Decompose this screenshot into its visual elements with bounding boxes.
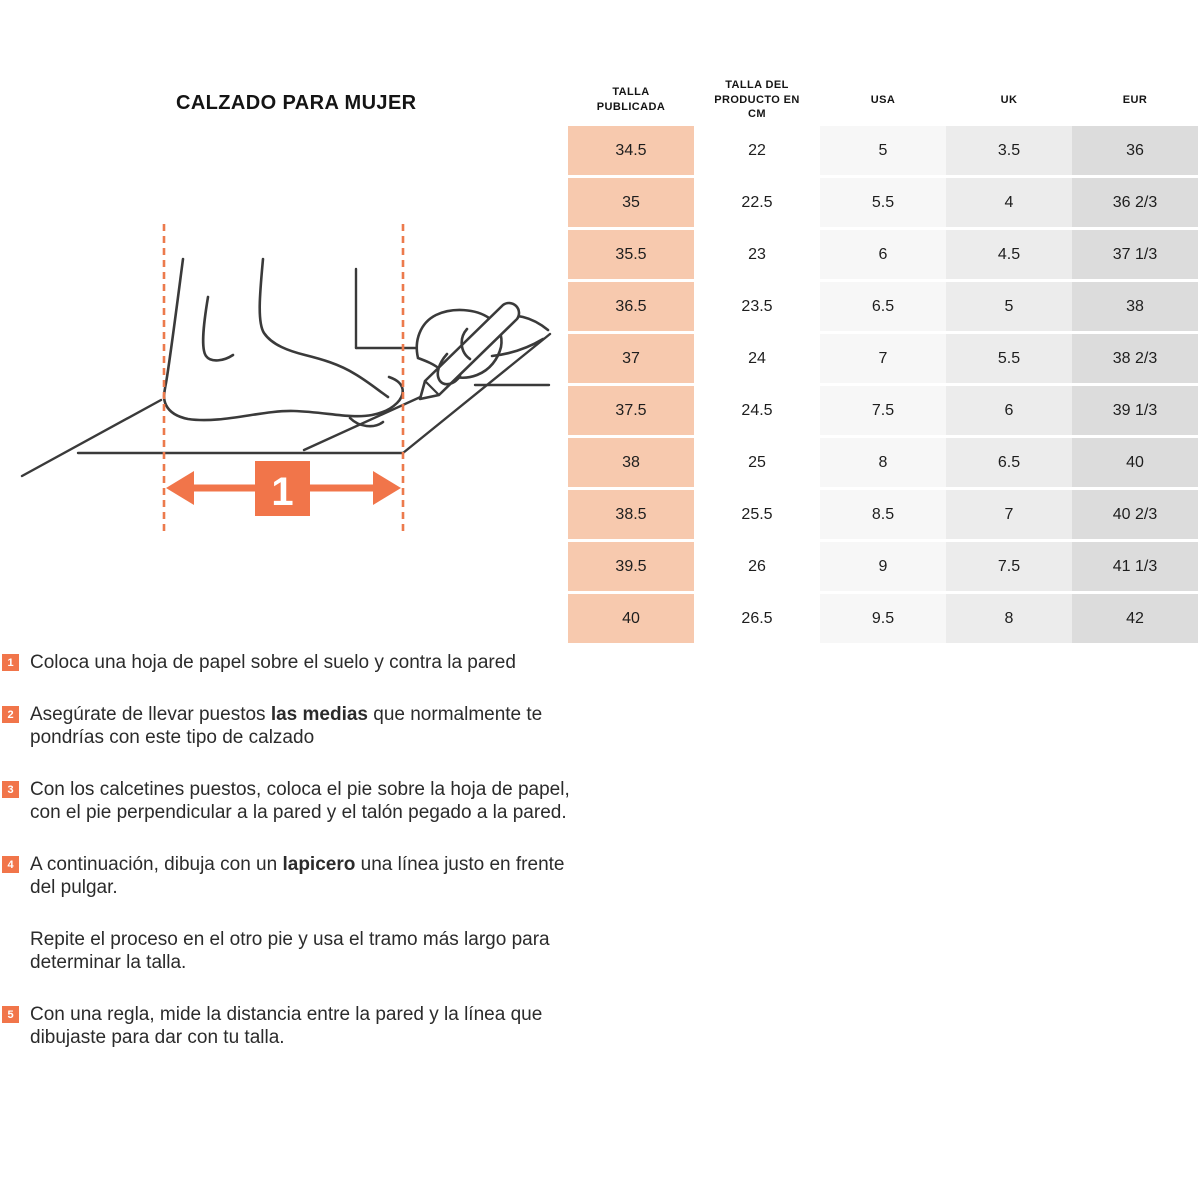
- step-text: Con los calcetines puestos, coloca el pie sobre la hoja de papel, con el pie perpendicular a la pared y el talón pegado a la pared.: [30, 779, 570, 823]
- instruction-step: [2, 1003, 587, 1049]
- instruction-step: [2, 853, 587, 899]
- table-cell: 38 2/3: [1072, 334, 1198, 383]
- table-row: [568, 386, 1198, 435]
- table-cell: 9.5: [820, 594, 946, 643]
- step-number-badge: 2: [2, 706, 19, 723]
- table-row: [568, 542, 1198, 591]
- table-cell: 37 1/3: [1072, 230, 1198, 279]
- table-cell: 7: [946, 490, 1072, 539]
- step-number-badge: 1: [2, 654, 19, 671]
- table-cell: 5.5: [946, 334, 1072, 383]
- table-cell: 37.5: [568, 386, 694, 435]
- step-text: Repite el proceso en el otro pie y usa el tramo más largo para determinar la talla.: [30, 929, 550, 973]
- table-cell: 41 1/3: [1072, 542, 1198, 591]
- step-text: Coloca una hoja de papel sobre el suelo y contra la pared: [30, 652, 516, 673]
- table-cell: 6.5: [946, 438, 1072, 487]
- table-cell: 9: [820, 542, 946, 591]
- size-table: [568, 80, 1198, 646]
- table-cell: 22: [694, 126, 820, 175]
- step-text: A continuación, dibuja con un lapicero una línea justo en frente del pulgar.: [30, 854, 565, 898]
- table-cell: 8: [820, 438, 946, 487]
- table-header-row: [568, 80, 1198, 120]
- table-row: [568, 230, 1198, 279]
- foot-outline: [164, 259, 403, 426]
- table-cell: 5.5: [820, 178, 946, 227]
- table-cell: 38: [1072, 282, 1198, 331]
- table-cell: 6: [946, 386, 1072, 435]
- table-cell: 36 2/3: [1072, 178, 1198, 227]
- table-row: [568, 178, 1198, 227]
- step-text: Con una regla, mide la distancia entre la pared y la línea que dibujaste para dar con tu talla.: [30, 1004, 543, 1048]
- table-cell: 40: [568, 594, 694, 643]
- table-cell: 5: [820, 126, 946, 175]
- table-cell: 23.5: [694, 282, 820, 331]
- ankle-line: [203, 297, 233, 360]
- arrow-step-label: 1: [271, 470, 294, 514]
- table-cell: 8: [946, 594, 1072, 643]
- table-cell: 25: [694, 438, 820, 487]
- instruction-step: [2, 778, 587, 824]
- table-row: [568, 594, 1198, 643]
- table-row: [568, 490, 1198, 539]
- table-cell: 22.5: [694, 178, 820, 227]
- table-cell: 5: [946, 282, 1072, 331]
- table-cell: 7.5: [820, 386, 946, 435]
- table-cell: 7: [820, 334, 946, 383]
- table-cell: 34.5: [568, 126, 694, 175]
- step-number-badge: 5: [2, 1006, 19, 1023]
- table-cell: 35.5: [568, 230, 694, 279]
- table-cell: 39 1/3: [1072, 386, 1198, 435]
- foot-measurement-illustration: [20, 222, 580, 552]
- table-cell: 3.5: [946, 126, 1072, 175]
- table-cell: 26: [694, 542, 820, 591]
- step-badge-spacer: [2, 931, 19, 948]
- table-cell: 7.5: [946, 542, 1072, 591]
- step-number-badge: 4: [2, 856, 19, 873]
- instruction-step: [2, 651, 587, 674]
- table-cell: 36.5: [568, 282, 694, 331]
- table-cell: 38: [568, 438, 694, 487]
- table-cell: 37: [568, 334, 694, 383]
- column-header: UK: [1000, 93, 1018, 106]
- instructions-list: [2, 651, 587, 1078]
- pencil-drawn-line: [304, 394, 427, 450]
- table-cell: 6.5: [820, 282, 946, 331]
- table-cell: 36: [1072, 126, 1198, 175]
- column-header: USA: [870, 93, 896, 106]
- table-cell: 4: [946, 178, 1072, 227]
- table-cell: 38.5: [568, 490, 694, 539]
- table-cell: 24: [694, 334, 820, 383]
- width-arrow: [166, 461, 401, 516]
- table-cell: 40 2/3: [1072, 490, 1198, 539]
- table-cell: 4.5: [946, 230, 1072, 279]
- table-row: [568, 126, 1198, 175]
- instruction-step: [2, 703, 587, 749]
- table-cell: 35: [568, 178, 694, 227]
- table-row: [568, 334, 1198, 383]
- table-cell: 39.5: [568, 542, 694, 591]
- table-cell: 40: [1072, 438, 1198, 487]
- table-cell: 42: [1072, 594, 1198, 643]
- column-header: TALLA DEL PRODUCTO EN CM: [714, 78, 800, 121]
- table-cell: 6: [820, 230, 946, 279]
- table-body: [568, 126, 1198, 643]
- column-header: EUR: [1122, 93, 1148, 106]
- instruction-paragraph: [2, 928, 587, 974]
- column-header: TALLA PUBLICADA: [596, 86, 666, 113]
- step-text: Asegúrate de llevar puestos las medias que normalmente te pondrías con este tipo de calzado: [30, 704, 543, 748]
- table-cell: 26.5: [694, 594, 820, 643]
- step-number-badge: 3: [2, 781, 19, 798]
- table-cell: 25.5: [694, 490, 820, 539]
- table-row: [568, 438, 1198, 487]
- table-row: [568, 282, 1198, 331]
- table-cell: 24.5: [694, 386, 820, 435]
- table-cell: 8.5: [820, 490, 946, 539]
- page-title: CALZADO PARA MUJER: [176, 92, 417, 114]
- table-cell: 23: [694, 230, 820, 279]
